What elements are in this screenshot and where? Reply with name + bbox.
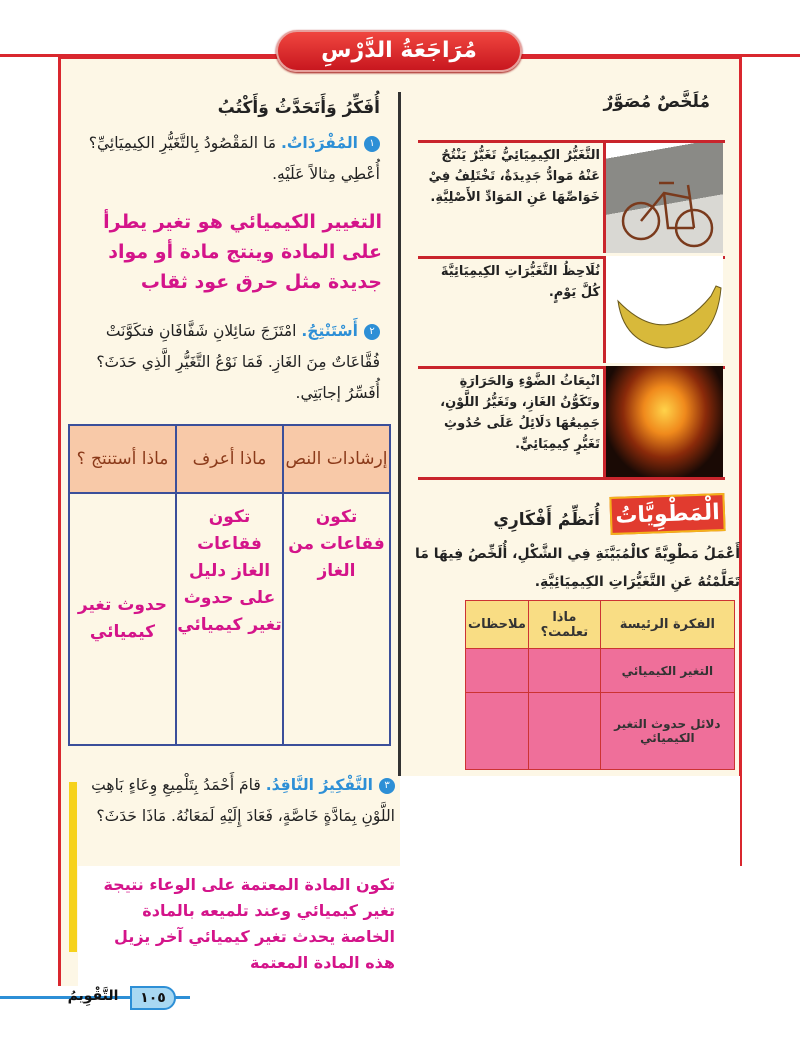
fold-header: ماذا تعلمت؟	[528, 601, 600, 649]
inference-table	[68, 424, 391, 746]
question-3	[75, 770, 395, 832]
page-number: ١٠٥	[130, 986, 176, 1010]
table-cell: تكون فقاعات الغاز دليل على حدوث تغير كيميائي	[176, 493, 283, 745]
table-header: إرشادات النص	[283, 425, 390, 493]
summary-text: انْبِعَاثُ الضَّوْءِ وَالحَرَارَةِ وتَكَوُّنُ الغَازِ، وتَغَيُّرُ اللَّوْنِ، جَمِيعُهَا دَلَائِلُ عَلَى حُدُوثِ تَغَيُّرٍ كِيمِيَائِيٍّ.	[440, 374, 600, 452]
summary-text: نُلَاحِظُ التَّغَيُّرَاتِ الكِيمِيَائِيَّةَ كُلَّ يَوْمٍ.	[440, 264, 600, 300]
lesson-review-banner: مُرَاجَعَةُ الدَّرْسِ	[276, 30, 522, 72]
table-header: ماذا أعرف	[176, 425, 283, 493]
question-keyword: أَسْتَنْتِجُ.	[301, 322, 358, 340]
foldables-badge: الْمَطْوِيَّاتُ	[609, 493, 725, 535]
table-header: ماذا أستنتج ؟	[69, 425, 176, 493]
table-cell: تكون فقاعات من الغاز	[283, 493, 390, 745]
number-badge: ١	[364, 136, 380, 152]
question-2	[60, 316, 380, 409]
foldable-diagram	[465, 600, 735, 770]
banana-photo	[603, 256, 723, 363]
summary-title: مُلَخَّصٌ مُصَوَّرٌ	[603, 92, 710, 112]
answer-1: التغيير الكيميائي هو تغير يطرأ على المادة وينتج مادة أو مواد جديدة مثل حرق عود ثقاب	[103, 211, 382, 293]
section-label: التَّقْوِيمُ	[67, 988, 119, 1004]
question-text: قامَ أَحْمَدُ بِتَلْمِيعِ وِعَاءٍ بَاهِتِ اللَّوْنِ بِمَادَّةٍ خَاصَّةٍ، فَعَادَ إِلَيْهِ لَمَعَانُهُ. مَاذَا حَدَثَ؟	[91, 776, 395, 825]
question-text: امْتَزَجَ سَائِلانِ شَفَّافَانِ فتكَوَّنَتْ فُقَّاعَاتٌ مِنَ الغَازِ. فَمَا نَوْعُ التَّغَيُّرِ الَّذِي حَدَثَ؟ أُفَسِّرُ إجابَتِي.	[96, 322, 380, 402]
bicycle-rust-photo	[603, 143, 723, 253]
fold-row-label: التغير الكيميائي	[600, 649, 734, 693]
question-keyword: المُفْرَدَاتُ.	[280, 134, 358, 152]
question-1	[60, 128, 380, 190]
question-keyword: التَّفْكِيرُ النَّاقِدُ.	[265, 776, 373, 794]
number-badge: ٣	[379, 778, 395, 794]
answer-3: تكون المادة المعتمة على الوعاء نتيجة تغير كيميائي وعند تلميعه بالمادة الخاصة يحدث تغير كيميائي آخر يزيل هذه المادة المعتمة	[103, 875, 395, 972]
question-text: مَا المَقْصُودُ بِالتَّغَيُّرِ الكِيمِيَائِيِّ؟ أُعْطِي مِثالاً عَلَيْهِ.	[88, 134, 380, 183]
column-divider	[398, 92, 401, 776]
number-badge: ٢	[364, 324, 380, 340]
fire-photo	[603, 366, 723, 477]
table-cell: حدوث تغير كيميائي	[69, 493, 176, 745]
think-title: أُفَكِّرُ وَأَتَحَدَّثُ وَأَكْتُبُ	[217, 98, 380, 118]
fold-row-label: دلائل حدوث التغير الكيميائي	[600, 693, 734, 770]
foldables-instruction: أَعْمَلُ مَطْوِيَّةً كالْمُبَيَّنَةِ فِي الشَّكْلِ، أُلَخِّصُ فِيهَا مَا تَعَلَّمْتُهُ عَنِ التَّغَيُّرَاتِ الكِيمِيَائِيَّةِ.	[414, 546, 740, 590]
fold-header: الفكرة الرئيسة	[600, 601, 734, 649]
foldables-title: أُنَظِّمُ أَفْكَارِي	[493, 510, 600, 530]
summary-text: التَّغَيُّرُ الكِيمِيَائِيُّ تَغَيُّرٌ يَنْتُجُ عَنْهُ مَوادُّ جَدِيدَةٌ، تَخْتَلِفُ فِيْ خَوَاصِّهَا عَنِ المَوَادِّ الأَصْلِيَّةِ.	[428, 148, 600, 205]
fold-header: ملاحظات	[466, 601, 529, 649]
blank-area	[400, 776, 740, 868]
